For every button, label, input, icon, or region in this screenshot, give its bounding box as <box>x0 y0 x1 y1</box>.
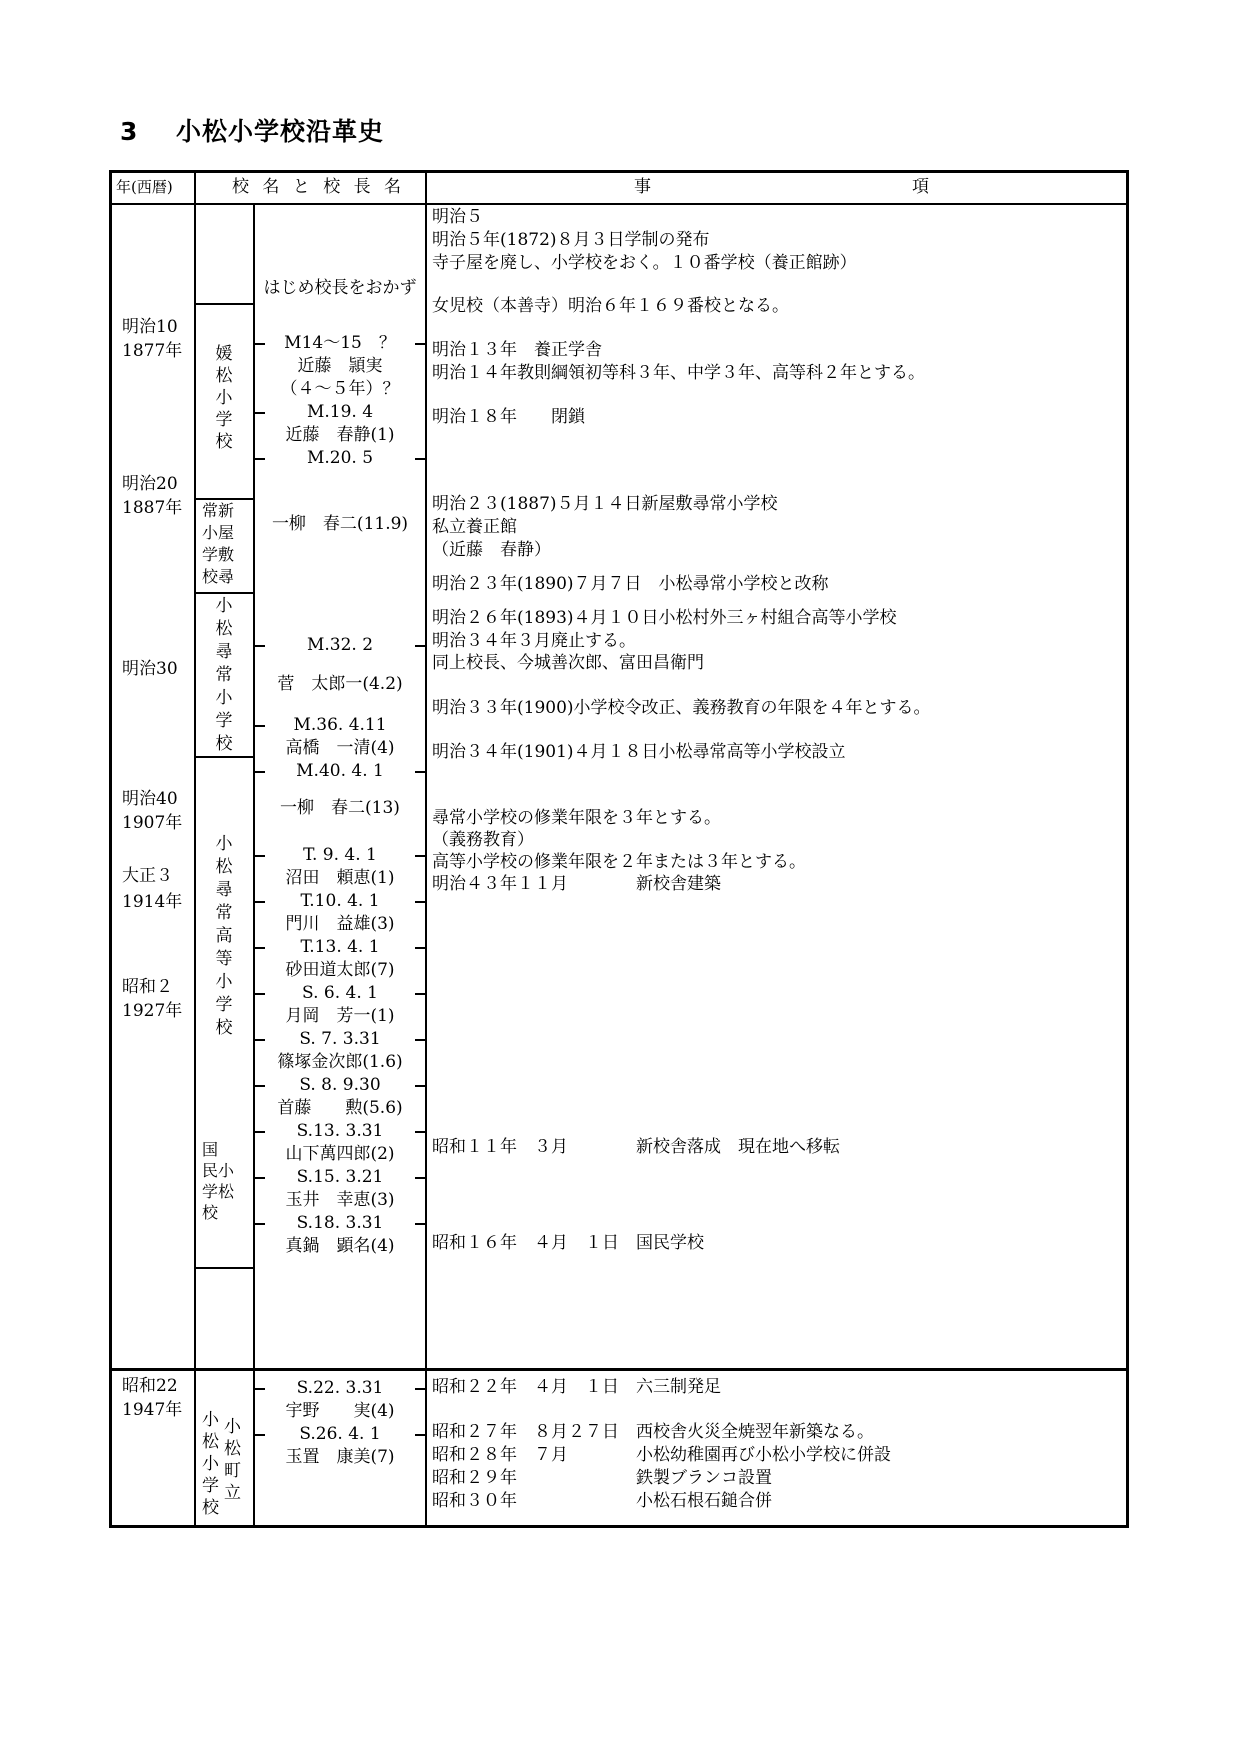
school-name-komatsu-sho: 校 <box>202 1498 219 1518</box>
history-table <box>109 170 1129 1528</box>
year-label: 1947年 <box>122 1400 183 1420</box>
school-name-kokumin: 学松 <box>202 1182 235 1201</box>
school-name-kokumin: 民小 <box>202 1161 235 1180</box>
principal-date: S.18. 3.31 <box>296 1213 384 1233</box>
principal-date: T.10. 4. 1 <box>300 891 380 911</box>
event-line: 明治４３年１１月 新校舎建築 <box>432 874 721 894</box>
year-label: 1887年 <box>122 498 183 518</box>
principal-date: M.40. 4. 1 <box>296 761 384 781</box>
heading-title: 小松小学校沿革史 <box>176 117 385 146</box>
event-line: 昭和２８年 ７月 小松幼稚園再び小松小学校に併設 <box>432 1445 891 1465</box>
year-label: 1927年 <box>122 1001 183 1021</box>
school-name-komatsu-choritsu: 立 <box>224 1483 241 1503</box>
principal-name: 一柳 春二(11.9) <box>271 514 409 534</box>
event-line: （近藤 春静） <box>432 540 551 560</box>
principal-date: S. 8. 9.30 <box>299 1075 381 1095</box>
principal-date: M.36. 4.11 <box>293 715 387 735</box>
school-name-ehime-matsu: 媛松小学校 <box>215 344 233 452</box>
header-matter-left: 事 <box>634 177 651 197</box>
event-line: （義務教育） <box>432 830 534 850</box>
event-line: 昭和３０年 小松石根石鎚合併 <box>432 1491 772 1511</box>
event-line: 尋常小学校の修業年限を３年とする。 <box>432 808 721 828</box>
year-label: 明治40 <box>122 789 178 809</box>
school-name-komatsu-sho: 学 <box>202 1476 219 1496</box>
event-line: 私立養正館 <box>432 517 517 537</box>
year-label: 1914年 <box>122 892 183 912</box>
header-school: 校 名 と 校 長 名 <box>232 177 406 197</box>
header-matter-right: 項 <box>912 177 929 197</box>
event-line: 明治１８年 閉鎖 <box>432 407 585 427</box>
principal-name: 門川 益雄(3) <box>285 914 395 934</box>
event-line: 明治３４年(1901)４月１８日小松尋常高等小学校設立 <box>432 742 846 762</box>
event-line: 昭和２２年 ４月 １日 六三制発足 <box>432 1377 721 1397</box>
year-label: 1907年 <box>122 813 183 833</box>
year-label: 昭和２ <box>122 977 173 997</box>
principal-name: 一柳 春二(13) <box>280 798 400 818</box>
year-label: 昭和22 <box>122 1376 178 1396</box>
principal-name: 近藤 頴実 <box>297 356 383 376</box>
school-rule-3 <box>194 592 254 594</box>
col-divider-1 <box>194 173 196 1525</box>
principal-name: 月岡 芳一(1) <box>285 1006 395 1026</box>
school-rule-4 <box>194 756 254 758</box>
event-line: 明治３３年(1900)小学校令改正、義務教育の年限を４年とする。 <box>432 698 931 718</box>
principal-name: 山下萬四郎(2) <box>285 1144 395 1164</box>
principal-name: 高橋 一清(4) <box>285 738 395 758</box>
year-label: 1877年 <box>122 341 183 361</box>
principal-date: T.13. 4. 1 <box>300 937 380 957</box>
event-line: 同上校長、今城善次郎、富田昌衛門 <box>432 653 704 673</box>
school-name-shinyashiki: 常新 <box>202 501 235 520</box>
principal-date: M.32. 2 <box>306 635 374 655</box>
principal-date: T. 9. 4. 1 <box>303 845 377 865</box>
event-line: 明治２６年(1893)４月１０日小松村外三ヶ村組合高等小学校 <box>432 608 897 628</box>
principal-date: S.26. 4. 1 <box>299 1424 381 1444</box>
event-line: 昭和２９年 鉄製ブランコ設置 <box>432 1468 772 1488</box>
heading-number: 3 <box>120 117 139 146</box>
principal-name: 玉井 幸恵(3) <box>285 1190 395 1210</box>
school-rule-5 <box>194 1267 254 1269</box>
principal-note: （４～５年）？ <box>280 379 400 399</box>
event-line: 明治１４年教則綱領初等科３年、中学３年、高等科２年とする。 <box>432 363 925 383</box>
school-name-komatsu-jinjo: 小松尋常小学校 <box>215 596 233 754</box>
principal-name: 宇野 実(4) <box>285 1401 395 1421</box>
event-line: 明治２３(1887)５月１４日新屋敷尋常小学校 <box>432 494 778 514</box>
principal-date: S. 6. 4. 1 <box>302 983 378 1003</box>
year-label: 明治20 <box>122 474 178 494</box>
event-line: 明治２３年(1890)７月７日 小松尋常小学校と改称 <box>432 574 829 594</box>
event-line: 明治３４年３月廃止する。 <box>432 631 636 651</box>
event-line: 明治５ <box>432 207 483 227</box>
principal-date: S.15. 3.21 <box>296 1167 384 1187</box>
event-line: 明治５年(1872)８月３日学制の発布 <box>432 230 710 250</box>
school-name-kokumin: 国 <box>202 1140 219 1159</box>
principal-date: S.13. 3.31 <box>296 1121 384 1141</box>
event-line: 昭和１１年 ３月 新校舎落成 現在地へ移転 <box>432 1137 840 1157</box>
school-name-komatsu-jinjo-koto: 小松尋常高等小学校 <box>215 834 233 1038</box>
school-rule-1 <box>194 303 254 305</box>
school-name-komatsu-choritsu: 町 <box>224 1461 241 1481</box>
school-name-komatsu-choritsu: 小 <box>224 1417 241 1437</box>
principal-name: 玉置 康美(7) <box>285 1447 395 1467</box>
school-name-komatsu-sho: 小 <box>202 1454 219 1474</box>
school-name-shinyashiki: 学敷 <box>202 545 235 564</box>
principal-name: 近藤 春静(1) <box>285 425 395 445</box>
year-label: 大正３ <box>122 866 173 886</box>
event-line: 女児校（本善寺）明治６年１６９番校となる。 <box>432 296 789 316</box>
principal-name: 首藤 勲(5.6) <box>277 1098 403 1118</box>
school-name-komatsu-sho: 松 <box>202 1432 219 1452</box>
school-name-kokumin: 校 <box>202 1203 219 1222</box>
school-name-komatsu-choritsu: 松 <box>224 1439 241 1459</box>
principal-name: 篠塚金次郎(1.6) <box>277 1052 403 1072</box>
principal-date: S.22. 3.31 <box>296 1378 384 1398</box>
event-line: 明治１３年 養正学舎 <box>432 340 602 360</box>
header-year: 年(西暦) <box>116 178 173 196</box>
header-rule <box>112 203 1126 205</box>
year-label: 明治10 <box>122 317 178 337</box>
year-label: 明治30 <box>122 659 178 679</box>
principal-date: M.20. 5 <box>306 448 374 468</box>
event-line: 高等小学校の修業年限を２年または３年とする。 <box>432 852 806 872</box>
event-line: 寺子屋を廃し、小学校をおく。１０番学校（養正館跡） <box>432 253 857 273</box>
era-rule <box>112 1368 1126 1371</box>
school-name-shinyashiki: 小屋 <box>202 523 235 542</box>
event-line: 昭和２７年 ８月２７日 西校舎火災全焼翌年新築なる。 <box>432 1422 874 1442</box>
school-name-shinyashiki: 校尋 <box>202 567 235 586</box>
principal-name: 菅 太郎一(4.2) <box>277 674 403 694</box>
col-divider-3 <box>425 173 427 1525</box>
principal-date: M14～15 ？ <box>284 333 396 353</box>
principal-date: S. 7. 3.31 <box>299 1029 381 1049</box>
principal-name: 沼田 頼恵(1) <box>285 868 395 888</box>
school-name-komatsu-sho: 小 <box>202 1410 219 1430</box>
principal-name: 真鍋 顕名(4) <box>285 1236 395 1256</box>
page-heading <box>120 112 384 148</box>
event-line: 昭和１６年 ４月 １日 国民学校 <box>432 1233 704 1253</box>
principal-date: M.19. 4 <box>306 402 374 422</box>
principal-name: 砂田道太郎(7) <box>285 960 395 980</box>
principal-entry: はじめ校長をおかず <box>263 278 417 298</box>
